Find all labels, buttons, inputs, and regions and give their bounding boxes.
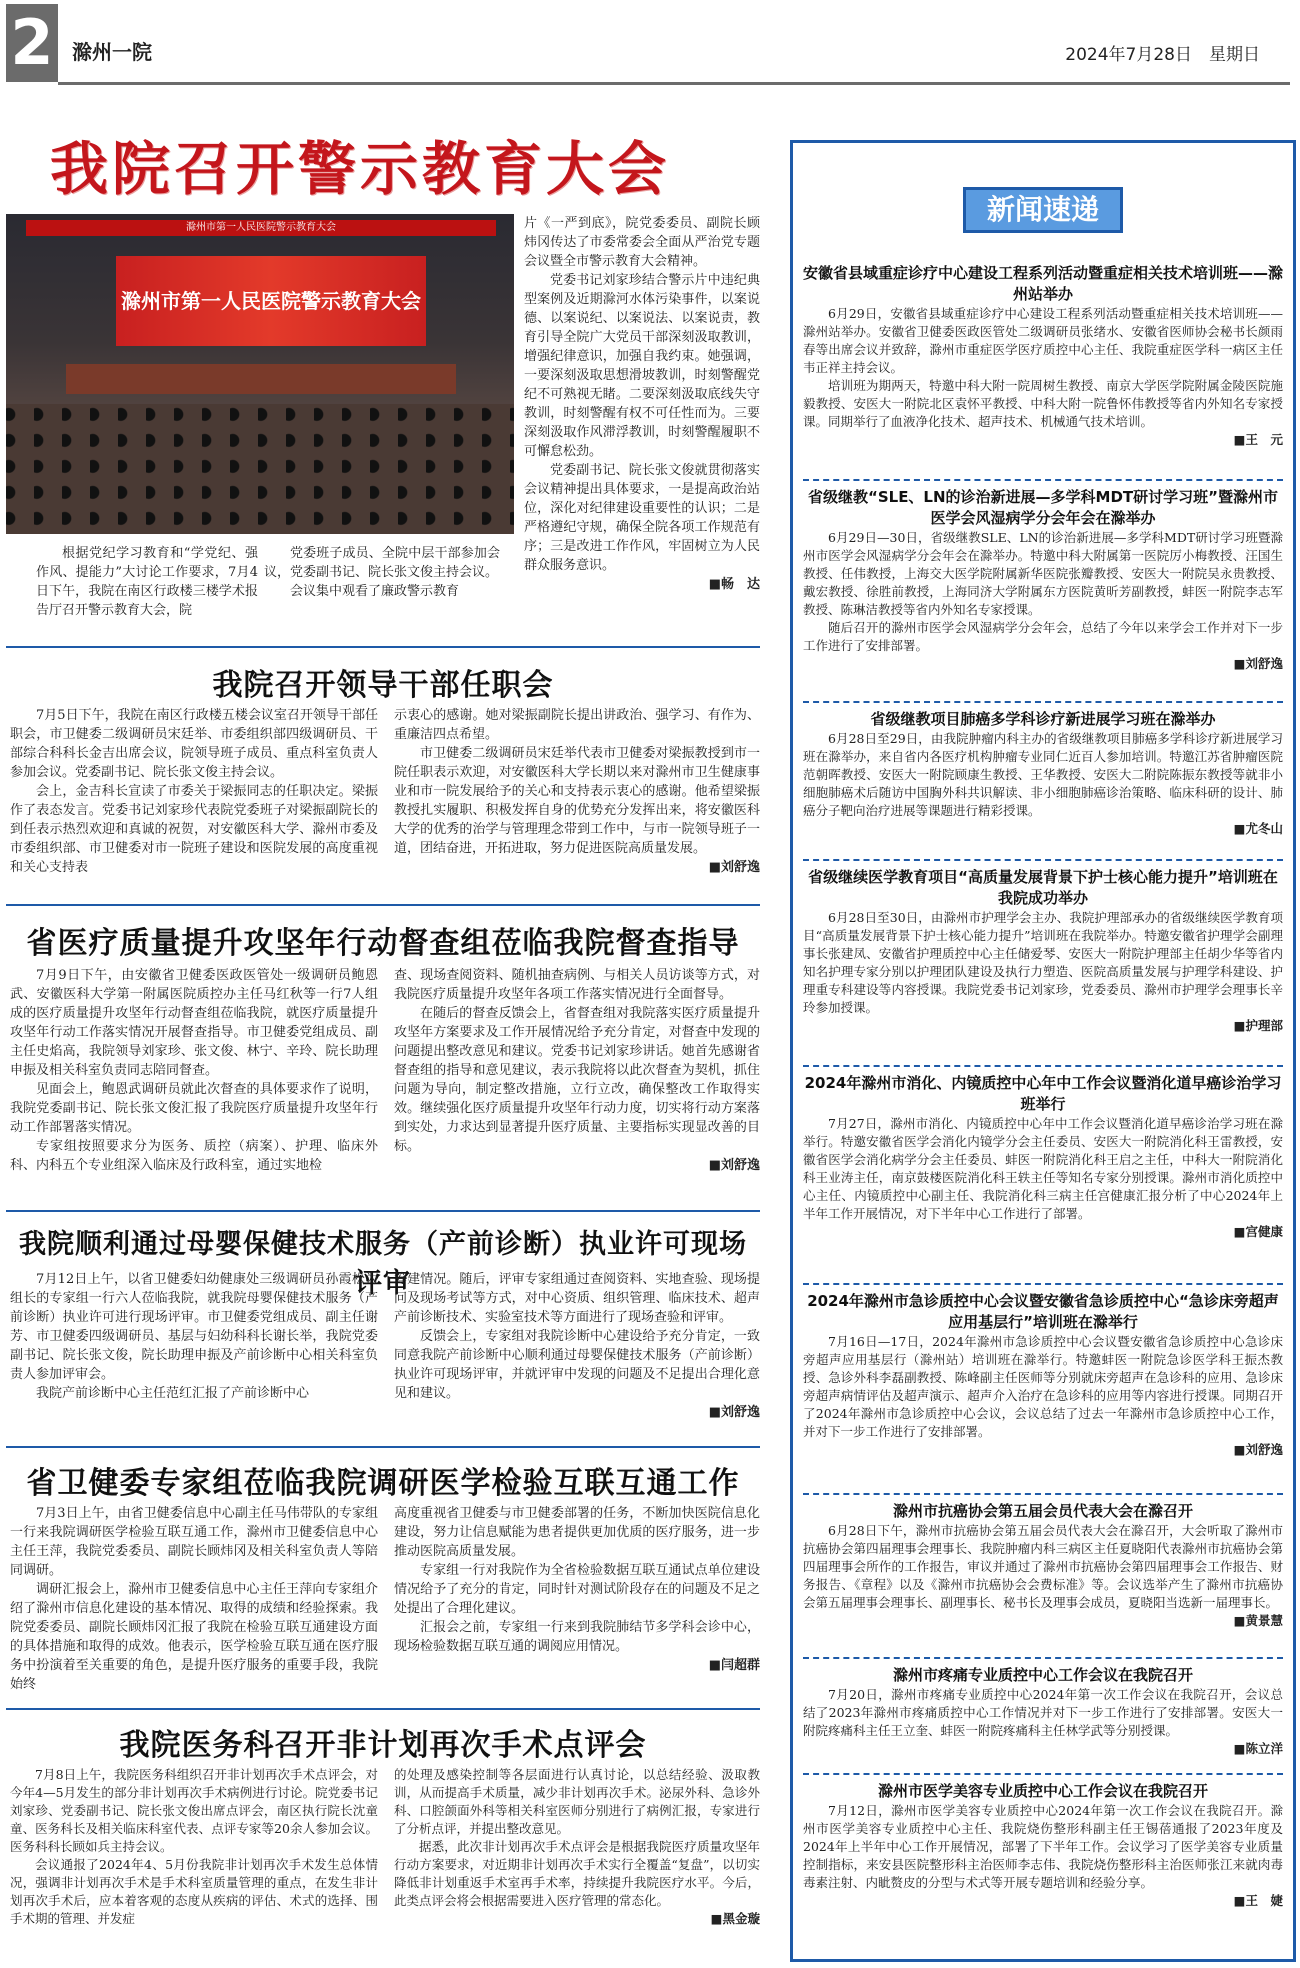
news-item [803,1073,1283,1241]
news-divider [803,1283,1283,1285]
a6-col2 [394,1766,760,1928]
photo-screen-text: 滁州市第一人民医院警示教育大会 [116,256,426,346]
a3-para: 7月9日下午，由安徽省卫健委医政医管处一级调研员鲍恩武、安徽医科大学第一附属医院质控办主任马红秋等一行7人组成的医疗质量提升攻坚年行动督查组莅临我院，就医疗质量提升攻坚年行动工作落实情况开展督查指导。市卫健委党组成员、副主任史焰高，我院领导刘家珍、张文俊、林宁、辛玲、院长助理申振及相关科室负责同志陪同督查。 [10,968,378,1078]
a5-byline: ■ 闫超群 [394,1656,760,1675]
a4-byline: ■ 刘舒逸 [394,1403,760,1422]
news-item-para: 6月29日，安徽省县域重症诊疗中心建设工程系列活动暨重症相关技术培训班——滁州站举办。安徽省卫健委医政医管处二级调研员张绪水、安徽省医师协会秘书长颜雨春等出席会议并致辞，滁州市重症医学医疗质控中心主任、我院重症医学科一病区主任韦正祥主持会议。 [803,306,1283,375]
main-para: 党委副书记、院长张文俊就贯彻落实会议精神提出具体要求，一是提高政治站位，深化对纪律建设重要性的认识；二是严格遵纪守规，确保全院各项工作规范有序；三是改进工作作风，牢固树立为人民群众服务意识。 [524,463,760,573]
a2-para: 会上，金吉科长宣读了市委关于梁振同志的任职决定。梁振作了表态发言。党委书记刘家珍代表院党委班子对梁振副院长的到任表示热烈欢迎和真诚的祝贺，对安徽医科大学、滁州市委及市委组织部、市卫健委对市一院班子建设和医院发展的高度重视和关心支持表 [10,784,378,875]
issue-date: 2024年7月28日 星期日 [1065,45,1260,65]
a3-para: 见面会上，鲍恩武调研员就此次督查的具体要求作了说明，我院党委副书记、院长张文俊汇报了我院医疗质量提升攻坚年行动工作部署落实情况。 [10,1082,378,1135]
news-item-para: 随后召开的滁州市医学会风湿病学分会年会，总结了今年以来学会工作并对下一步工作进行了安排部署。 [803,620,1283,653]
news-item-para: 6月28日至29日，由我院肿瘤内科主办的省级继教项目肺癌多学科诊疗新进展学习班在滁举办，来自省内各医疗机构肿瘤专业同仁近百人参加培训。特邀江苏省肿瘤医院范朝晖教授、安医大一附院顾康生教授、王华教授、安医大二附院陈振东教授等就非小细胞肺癌术后随访中国胸外科共识解读、非小细胞肺癌诊治策略、临床科研的设计、肺癌分子靶向治疗进展等课题进行精彩授课。 [803,731,1283,818]
section-name: 滁州一院 [72,40,152,64]
a3-col2 [394,966,760,1175]
news-item-title: 滁州市抗癌协会第五届会员代表大会在滁召开 [892,1502,1193,1520]
news-item-title: 2024年滁州市消化、内镜质控中心年中工作会议暨消化道早癌诊治学习班举行 [804,1074,1282,1113]
news-item-title: 滁州市医学美容专业质控中心工作会议在我院召开 [877,1782,1208,1800]
main-para: 党委书记刘家珍结合警示片中违纪典型案例及近期滁河水体污染事件，以案说德、以案说纪、以案说法、以案说责，教育引导全院广大党员干部深刻汲取教训，增强纪律意识，加强自我约束。她强调，一要深刻汲取思想滑坡教训，时刻警醒党纪不可熟视无睹。二要深刻汲取底线失守教训，时刻警醒有权不可任性而为。三要深刻汲取作风滞浮教训，时刻警醒履职不可懈怠松劲。 [524,273,760,459]
main-col3 [524,214,760,594]
news-divider [803,1065,1283,1067]
news-item-para: 6月28日至30日，由滁州市护理学会主办、我院护理部承办的省级继续医学教育项目“高质量发展背景下护士核心能力提升”培训班在我院举办。特邀安徽省护理学会副理事长张建凤、安徽省护理质控中心主任储爱琴、安医大一附院护理部主任胡少华等省内知名护理专家分别以护理团队建设及执行力塑造、医院高质量发展与护理学科建设、护理重专科建设等内容授课。我院党委书记刘家珍，党委委员、滁州市护理学会理事长辛玲参加授课。 [803,910,1283,1015]
main-para: 片《一严到底》，院党委委员、副院长顾炜冈传达了市委常委会全面从严治党专题会议暨全市警示教育大会精神。 [524,216,760,269]
a6-para: 7月8日上午，我院医务科组织召开非计划再次手术点评会，对今年4—5月发生的部分非计划再次手术病例进行讨论。院党委书记刘家珍、党委副书记、院长张文俊出席点评会，南区执行院长沈童童、医务科长及相关临床科室代表、点评专家等20余人参加会议。医务科科长顾如兵主持会议。 [10,1767,378,1854]
news-item-byline: ■ 刘舒逸 [803,1441,1283,1459]
news-item-para: 7月20日，滁州市疼痛专业质控中心2024年第一次工作会议在我院召开，会议总结了2023年滁州市疼痛质控中心工作情况并对下一步工作进行了安排部署。安医大一附院疼痛科主任王立奎、蚌医一附院疼痛科主任林学武等分别授课。 [803,1687,1283,1738]
news-item-title: 省级继教“SLE、LN的诊治新进展—多学科MDT研讨学习班”暨滁州市医学会风湿病学分会年会在滁举办 [807,488,1279,527]
news-item-byline: ■ 宫健康 [803,1223,1283,1241]
news-item-para: 培训班为期两天，特邀中科大附一院周树生教授、南京大学医学院附属金陵医院施毅教授、安医大一附院北区袁怀平教授、中科大附一院鲁怀伟教授等省内外知名专家授课。同期举行了血液净化技术、超声技术、机械通气技术培训。 [803,378,1283,429]
news-divider [803,701,1283,703]
main-col2 [264,544,500,601]
article-title-prenatal: 我院顺利通过母婴保健技术服务（产前诊断）执业许可现场评审 [19,1229,747,1299]
a2-col2 [394,706,760,877]
main-byline: ■ 畅 达 [524,575,760,594]
page-header [0,0,1300,88]
section-rule [6,904,760,906]
news-divider [803,479,1283,481]
news-divider [803,1657,1283,1659]
a5-para: 专家组一行对我院作为全省检验数据互联互通试点单位建设情况给予了充分的肯定，同时针对测试阶段存在的问题及不足之处提出了合理化建议。 [394,1563,760,1616]
news-item-byline: ■ 黄景慧 [803,1612,1283,1630]
a2-para: 7月5日下午，我院在南区行政楼五楼会议室召开领导干部任职会，市卫健委二级调研员宋廷举、市委组织部四级调研员、干部综合科科长金吉出席会议，院领导班子成员、重点科室负责人参加会议。党委副书记、院长张文俊主持会议。 [10,708,378,780]
photo-banner-text: 滁州市第一人民医院警示教育大会 [26,220,496,236]
a2-col1 [10,706,378,877]
header-rule [58,82,1290,85]
main-col1 [36,544,258,620]
a5-para: 调研汇报会上，滁州市卫健委信息中心主任王萍向专家组介绍了滁州市信息化建设的基本情况、取得的成绩和经验探索。我院党委委员、副院长顾炜冈汇报了我院在检验互联互通建设方面的具体措施和取得的成效。他表示，医学检验互联互通在医疗服务中扮演着至关重要的角色，是提升医疗服务的重要手段，我院始终 [10,1582,378,1692]
news-item [803,1665,1283,1758]
main-para: 会议集中观看了廉政警示教育 [290,584,460,599]
a3-byline: ■ 刘舒逸 [394,1156,760,1175]
section-rule [6,1708,760,1710]
news-divider [803,1773,1283,1775]
news-brief-tag: 新闻速递 [963,187,1123,233]
a2-para: 市卫健委二级调研员宋廷举代表市卫健委对梁振教授到市一院任职表示欢迎，对安徽医科大学长期以来对滁州市卫生健康事业和市一院发展给予的关心和支持表示衷心的感谢。他希望梁振教授扎实履职、积极发挥自身的优势充分发挥出来，将安徽医科大学的优秀的治学与管理理念带到工作中，与市一院领导班子一道，团结奋进，开拓进取，努力促进医院高质量发展。 [394,746,760,856]
meeting-photo [6,214,514,534]
news-item [803,867,1283,1035]
a4-para: 我院产前诊断中心主任范红汇报了产前诊断中心 [36,1386,310,1401]
news-item-byline: ■ 刘舒逸 [803,655,1283,673]
a6-para: 据悉，此次非计划再次手术点评会是根据我院医疗质量攻坚年行动方案要求，对近期非计划再次手术实行全覆盖“复盘”，以切实降低非计划重返手术室再手术率，持续提升我院医疗水平。今后，此类点评会将会根据需要进入医疗管理的常态化。 [394,1839,760,1908]
news-divider [803,1493,1283,1495]
a6-para: 的处理及感染控制等各层面进行认真讨论，以总结经验、汲取教训，从而提高手术质量，减少非计划再次手术。泌尿外科、急诊外科、口腔颌面外科等相关科室医师分别进行了病例汇报，专家进行了分析点评，并提出整改意见。 [394,1767,760,1836]
main-para: 党委班子成员、全院中层干部参加会议，党委副书记、院长张文俊主持会议。 [264,546,500,580]
news-item-para: 7月27日，滁州市消化、内镜质控中心年中工作会议暨消化道早癌诊治学习班在滁举行。特邀安徽省医学会消化内镜学分会主任委员、安医大一附院消化科王雷教授，安徽省医学会消化病学分会主任委员、蚌医一附院消化科王启之主任，中科大一附院消化科王业涛主任，南京鼓楼医院消化科王轶主任等知名专家分别授课。滁州市消化质控中心主任、内镜质控中心副主任、我院消化科三病主任宫健康汇报分析了中心2024年上半年工作开展情况，对下半年中心工作进行了部署。 [803,1116,1283,1221]
a4-para: 筹建情况。随后，评审专家组通过查阅资料、实地查验、现场提问及现场考试等方式，对中心资质、组织管理、临床技术、超声产前诊断技术、实验室技术等方面进行了现场查验和评审。 [394,1272,760,1325]
news-item-byline: ■ 王 婕 [803,1892,1283,1910]
news-item-byline: ■ 王 元 [803,431,1283,449]
article-title-appointment: 我院召开领导干部任职会 [212,668,554,703]
news-item [803,1781,1283,1910]
news-item [803,487,1283,673]
news-brief-panel [790,140,1296,1962]
a4-col2 [394,1270,760,1422]
a3-para: 在随后的督查反馈会上，省督查组对我院落实医疗质量提升攻坚年方案要求及工作开展情况给予充分肯定，对督查中发现的问题提出整改意见和建议。党委书记刘家珍讲话。她首先感谢省督查组的指导和意见建议，表示我院将以此次督查为契机，抓住问题为导向，制定整改措施，立行立改，确保整改工作取得实效。继续强化医疗质量提升攻坚年行动力度，切实将行动方案落到实处，力求达到显著提升医疗质量、主要指标实现显改善的目标。 [394,1006,760,1154]
a3-para: 专家组按照要求分为医务、质控（病案）、护理、临床外科、内科五个专业组深入临床及行政科室，通过实地检 [10,1139,378,1173]
section-rule [6,1210,760,1212]
a2-para: 示衷心的感谢。她对梁振副院长提出讲政治、强学习、有作为、重廉洁四点希望。 [394,708,760,742]
main-headline: 我院召开警示教育大会 [50,135,671,203]
news-item-title: 滁州市疼痛专业质控中心工作会议在我院召开 [892,1666,1193,1684]
news-item-title: 安徽省县域重症诊疗中心建设工程系列活动暨重症相关技术培训班——滁州站举办 [803,264,1284,303]
a5-col1 [10,1504,378,1694]
news-item-byline: ■ 尤冬山 [803,820,1283,838]
news-item-para: 7月16日—17日，2024年滁州市急诊质控中心会议暨安徽省急诊质控中心急诊床旁超声应用基层行（滁州站）培训班在滁举行。特邀蚌医一附院急诊医学科王振杰教授、急诊外科李磊副教授、陈峰副主任医师等分别就床旁超声在急诊科的应用、急诊床旁超声病情评估及超声演示、超声介入治疗在急诊科的应用等内容进行授课。同期召开了2024年滁州市急诊质控中心会议，会议总结了过去一年滁州市急诊质控中心工作，并对下一步工作进行了安排部署。 [803,1334,1283,1439]
news-divider [803,859,1283,861]
a5-para: 汇报会之前，专家组一行来到我院肺结节多学科会诊中心，现场检验数据互联互通的调阅应用情况。 [394,1620,760,1654]
news-item-para: 6月28日下午，滁州市抗癌协会第五届会员代表大会在滁召开，大会听取了滁州市抗癌协会第四届理事会理事长、我院肿瘤内科三病区主任夏晓阳代表滁州市抗癌协会第四届理事会所作的工作报告，审议并通过了滁州市抗癌协会第四届理事会工作报告、财务报告、《章程》以及《滁州市抗癌协会会费标准》等。会议选举产生了滁州市抗癌协会第五届理事会理事长、副理事长、秘书长及理事会成员，夏晓阳当选新一届理事长。 [803,1523,1283,1610]
a6-byline: ■ 黑金璇 [394,1910,760,1928]
section-rule [6,1446,760,1448]
article-title-lab-interop: 省卫健委专家组莅临我院调研医学检验互联互通工作 [26,1466,740,1501]
news-item-para: 6月29日—30日，省级继教SLE、LN的诊治新进展—多学科MDT研讨学习班暨滁州市医学会风湿病学分会年会在滁举办。特邀中科大附属第一医院厉小梅教授、汪国生教授、任伟教授，上海交大医学院附属新华医院张瓣教授、安医大一附院吴永贵教授、戴宏教授、徐胜前教授，上海同济大学附属东方医院黄昕芳副教授，蚌医一附院李志军教授、陈琳洁教授等省内外知名专家授课。 [803,530,1283,617]
news-item [803,1291,1283,1459]
article-title-reoperation: 我院医务科召开非计划再次手术点评会 [119,1728,647,1763]
a5-para: 7月3日上午，由省卫健委信息中心副主任马伟带队的专家组一行来我院调研医学检验互联互通工作，滁州市卫健委信息中心主任王萍，我院党委委员、副院长顾炜冈及相关科室负责人等陪同调研。 [10,1506,378,1578]
news-item-title: 省级继续医学教育项目“高质量发展背景下护士核心能力提升”培训班在我院成功举办 [808,868,1278,907]
news-item-title: 省级继教项目肺癌多学科诊疗新进展学习班在滁举办 [870,710,1216,728]
news-item [803,1501,1283,1630]
photo-stage [66,364,456,394]
section-rule [6,646,760,648]
a3-col1 [10,966,378,1175]
a3-para: 查、现场查阅资料、随机抽查病例、与相关人员访谈等方式，对我院医疗质量提升攻坚年各项工作落实情况进行全面督导。 [394,968,760,1002]
a5-para: 高度重视省卫健委与市卫健委部署的任务，不断加快医院信息化建设，努力让信息赋能为患者提供更加优质的医疗服务，进一步推动医院高质量发展。 [394,1506,760,1559]
a4-col1 [10,1270,378,1403]
a4-para: 反馈会上，专家组对我院诊断中心建设给予充分肯定，一致同意我院产前诊断中心顺利通过母婴保健技术服务（产前诊断）执业许可现场评审，并就评审中发现的问题及不足提出合理化意见和建议。 [394,1329,760,1401]
news-item-para: 7月12日，滁州市医学美容专业质控中心2024年第一次工作会议在我院召开。滁州市医学美容专业质控中心主任、我院烧伤整形科副主任王锡蓓通报了2023年度及2024年上半年中心工作开展情况，部署了下半年工作。会议学习了医学美容专业质量控制指标，来安县医院整形科主治医师李志伟、我院烧伤整形科主治医师张江来就肉毒毒素注射、内眦赘皮的分型与术式等开展专题培训和经验分享。 [803,1803,1283,1890]
news-item [803,263,1283,449]
news-item-byline: ■ 护理部 [803,1017,1283,1035]
a6-para: 会议通报了2024年4、5月份我院非计划再次手术发生总体情况，强调非计划再次手术是手术科室质量管理的重点，在发生非计划再次手术后，应本着客观的态度从疾病的评估、术式的选择、围手术期的管理、并发症 [10,1857,378,1926]
article-title-inspection: 省医疗质量提升攻坚年行动督查组莅临我院督查指导 [26,926,740,961]
a5-col2 [394,1504,760,1675]
a2-byline: ■ 刘舒逸 [394,858,760,877]
main-para: 根据党纪学习教育和“学党纪、强作风、提能力”大讨论工作要求，7月4日下午，我院在南区行政楼三楼学术报告厅召开警示教育大会，院 [36,546,258,618]
news-item-byline: ■ 陈立洋 [803,1740,1283,1758]
photo-audience [6,404,514,534]
a4-para: 7月12日上午，以省卫健委妇幼健康处三级调研员孙霞松为组长的专家组一行六人莅临我院，就我院母婴保健技术服务（产前诊断）执业许可进行现场评审。市卫健委党组成员、副主任谢芳、市卫健委四级调研员、基层与妇幼科科长谢长举，我院党委副书记、院长张文俊，院长助理申振及产前诊断中心相关科室负责人参加评审会。 [10,1272,378,1382]
news-item [803,709,1283,838]
a6-col1 [10,1766,378,1928]
page-number: 2 [6,4,58,82]
news-item-title: 2024年滁州市急诊质控中心会议暨安徽省急诊质控中心“急诊床旁超声应用基层行”培训班在滁举行 [807,1292,1279,1331]
